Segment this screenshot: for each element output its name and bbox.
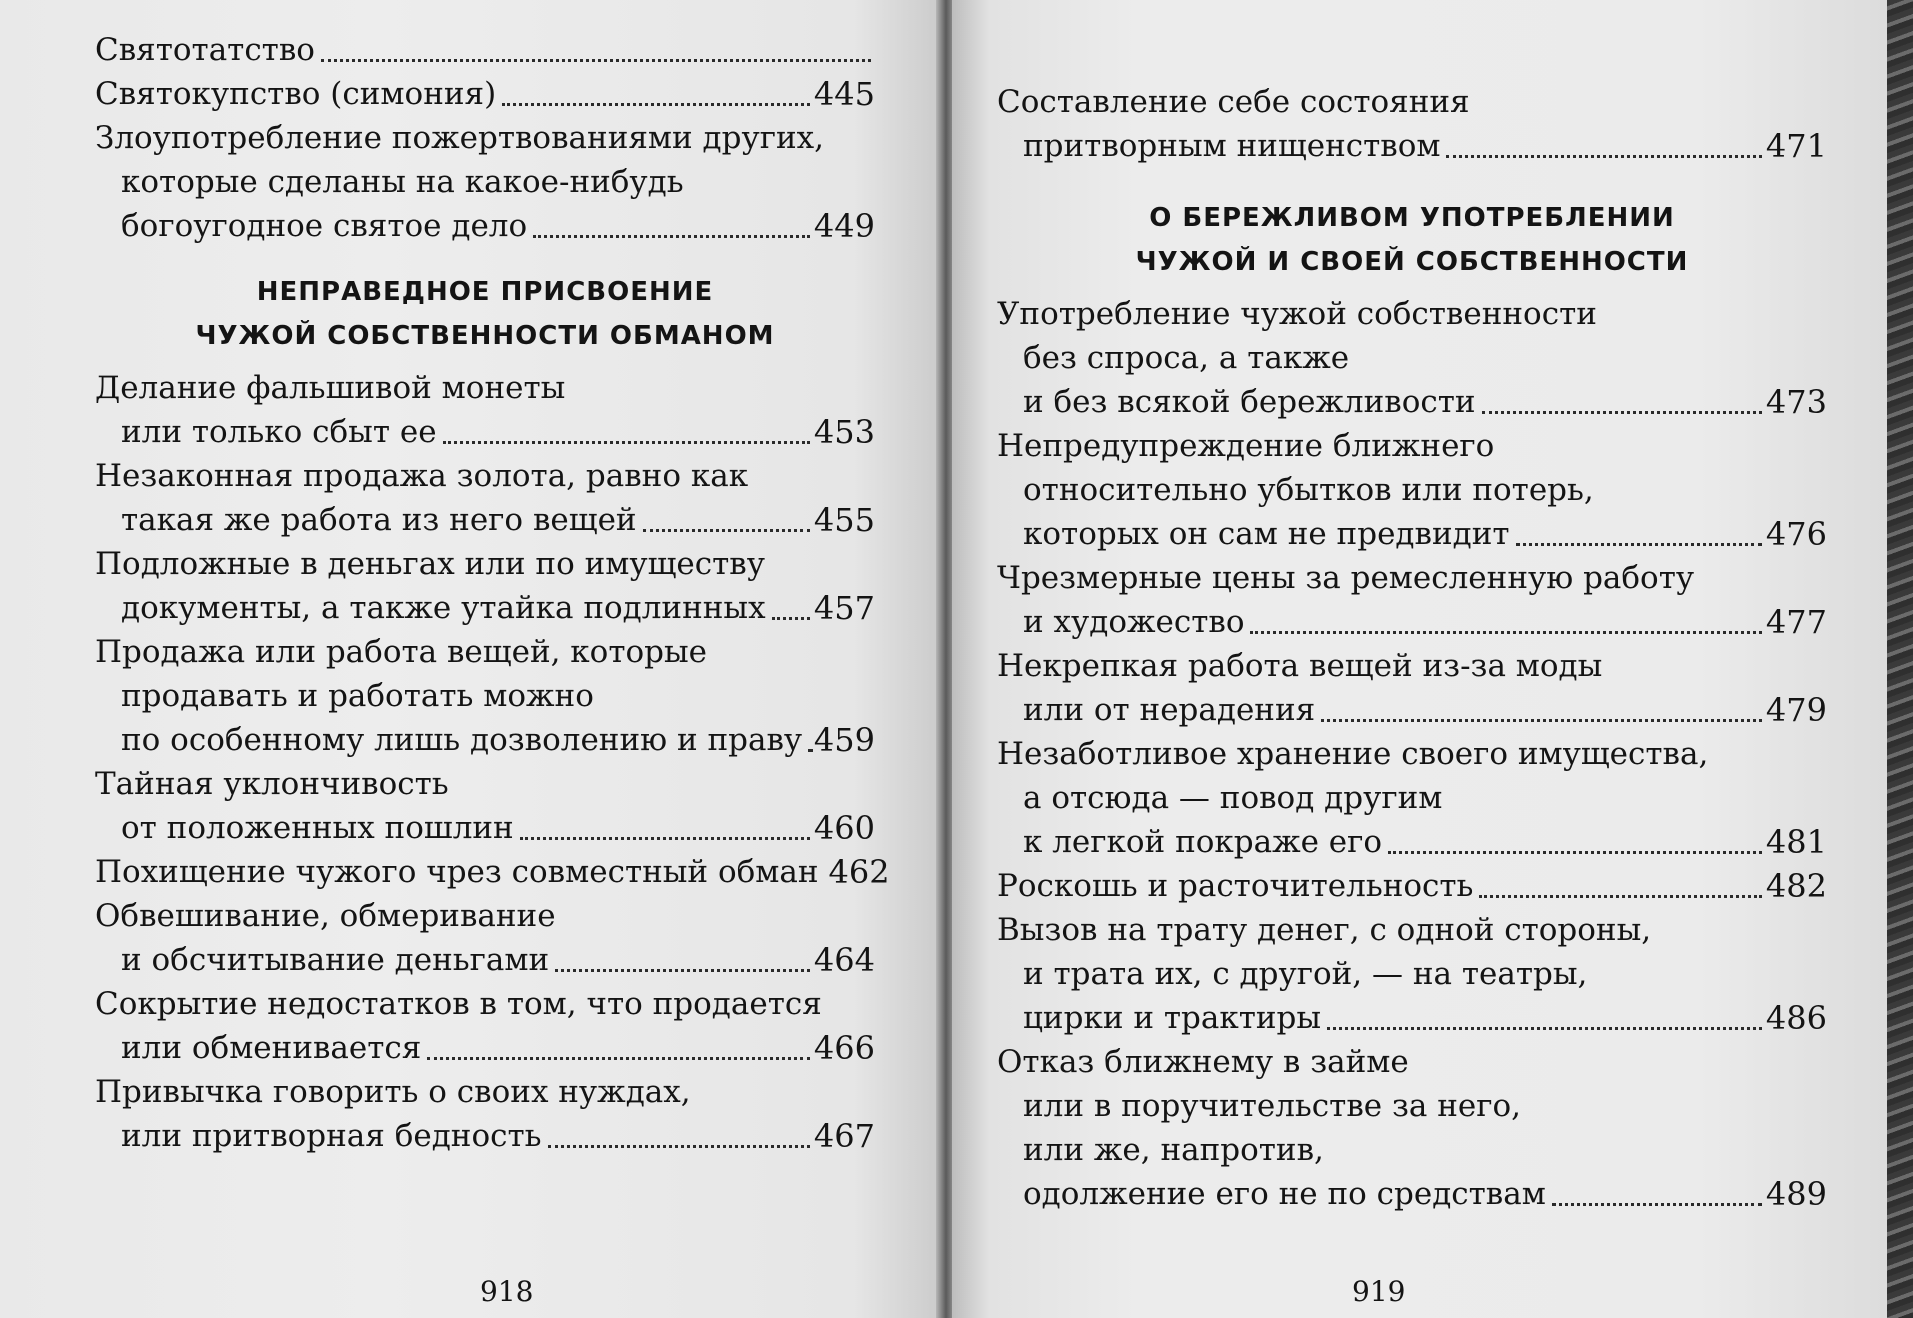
toc-entry-text: и обсчитывание деньгами [121, 942, 550, 978]
dot-leader [1516, 543, 1762, 546]
toc-entry-line [95, 586, 875, 630]
toc-entry-line [997, 1040, 1827, 1084]
right-page [952, 0, 1887, 1318]
toc-page-number: 489 [1765, 1175, 1827, 1213]
dot-leader [808, 749, 810, 752]
toc-entry-text: притворным нищенством [1023, 128, 1441, 164]
toc-entry-text: без спроса, а также [1023, 340, 1350, 376]
toc-page-number: 476 [1765, 515, 1827, 553]
toc-entry-line [997, 336, 1827, 380]
toc-entry-text: которые сделаны на какое-нибудь [121, 164, 684, 200]
toc-page-number: 486 [1765, 999, 1827, 1037]
dot-leader [1482, 411, 1762, 414]
toc-entry-text: а отсюда — повод другим [1023, 780, 1443, 816]
toc-entry-line [95, 366, 875, 410]
toc-entry-text: Привычка говорить о своих нуждах, [95, 1074, 691, 1110]
dot-leader [555, 969, 810, 972]
toc-entry-line [95, 454, 875, 498]
left-toc [95, 0, 890, 1158]
toc-entry-text: Роскошь и расточительность [997, 868, 1474, 904]
dot-leader [1388, 851, 1762, 854]
toc-page-number: 445 [813, 75, 875, 113]
toc-entry-text: от положенных пошлин [121, 810, 514, 846]
toc-entry-line [95, 160, 875, 204]
toc-entry-line [95, 630, 875, 674]
toc-entry-line [95, 674, 875, 718]
toc-entry [95, 116, 875, 248]
toc-page-number: 449 [813, 207, 875, 245]
toc-entry-line [997, 996, 1827, 1040]
dot-leader [1250, 631, 1761, 634]
toc-entry-text: продавать и работать можно [121, 678, 594, 714]
toc-entry [95, 542, 875, 630]
toc-entry-line [95, 28, 875, 72]
dot-leader [1446, 155, 1761, 158]
toc-entry-line [997, 424, 1827, 468]
toc-page-number: 467 [813, 1117, 875, 1155]
toc-entry-text: и трата их, с другой, — на театры, [1023, 956, 1588, 992]
toc-entry-text: или от нерадения [1023, 692, 1316, 728]
toc-page-number: 479 [1765, 691, 1827, 729]
toc-entry-line [997, 292, 1827, 336]
toc-entry-line [997, 952, 1827, 996]
toc-entry [95, 762, 875, 850]
toc-entry-text: Составление себе состояния [997, 84, 1470, 120]
toc-entry-text: относительно убытков или потерь, [1023, 472, 1594, 508]
toc-entry [95, 894, 875, 982]
toc-entry-line [95, 762, 875, 806]
dot-leader [1327, 1027, 1762, 1030]
toc-entry [997, 732, 1827, 864]
toc-entry [95, 982, 875, 1070]
left-page [0, 0, 948, 1318]
right-toc [997, 0, 1827, 1216]
toc-entry-line [95, 410, 875, 454]
toc-entry-text: Обвешивание, обмеривание [95, 898, 556, 934]
toc-entry [997, 864, 1827, 908]
toc-page-number: 477 [1765, 603, 1827, 641]
toc-entry-text: Подложные в деньгах или по имуществу [95, 546, 765, 582]
toc-entry-line [997, 80, 1827, 124]
toc-entry-text: или обменивается [121, 1030, 422, 1066]
toc-entry [95, 630, 875, 762]
toc-entry-text: одолжение его не по средствам [1023, 1176, 1546, 1212]
toc-page-number: 471 [1765, 127, 1827, 165]
toc-entry-text: Непредупреждение ближнего [997, 428, 1495, 464]
dot-leader [548, 1145, 810, 1148]
section-heading: НЕПРАВЕДНОЕ ПРИСВОЕНИЕ [256, 277, 714, 307]
toc-entry-line [95, 982, 875, 1026]
toc-page-number: 455 [813, 501, 875, 539]
toc-entry [95, 1070, 875, 1158]
toc-entry-text: Похищение чужого чрез совместный обман [95, 854, 819, 890]
toc-entry-text: документы, а также утайка подлинных [121, 590, 766, 626]
toc-entry [95, 454, 875, 542]
toc-entry-text: Употребление чужой собственности [997, 296, 1597, 332]
toc-entry [997, 424, 1827, 556]
toc-entry-text: или притворная бедность [121, 1118, 542, 1154]
toc-entry-text: или только сбыт ее [121, 414, 437, 450]
toc-entry-line [997, 468, 1827, 512]
toc-entry-text: богоугодное святое дело [121, 208, 528, 244]
toc-entry-text: цирки и трактиры [1023, 1000, 1322, 1036]
toc-entry [997, 644, 1827, 732]
toc-page-number: 482 [1765, 867, 1827, 905]
toc-entry-text: Незаботливое хранение своего имущества, [997, 736, 1709, 772]
toc-entry-line [95, 542, 875, 586]
dot-leader [321, 59, 871, 62]
toc-entry-text: к легкой покраже его [1023, 824, 1383, 860]
toc-page-number: 460 [813, 809, 875, 847]
page-number-right: 919 [1352, 1275, 1406, 1308]
dot-leader [772, 617, 810, 620]
toc-entry-line [95, 1070, 875, 1114]
toc-entry-line [95, 806, 875, 850]
toc-entry-text: Чрезмерные цены за ремесленную работу [997, 560, 1695, 596]
toc-entry-line [997, 512, 1827, 556]
toc-entry [95, 366, 875, 454]
toc-entry-line [95, 894, 875, 938]
toc-page-number: 473 [1765, 383, 1827, 421]
toc-entry [95, 850, 890, 894]
dot-leader [443, 441, 810, 444]
toc-entry-line [997, 380, 1827, 424]
section-heading: ЧУЖОЙ СОБСТВЕННОСТИ ОБМАНОМ [195, 321, 775, 351]
dot-leader [1321, 719, 1762, 722]
toc-page-number: 481 [1765, 823, 1827, 861]
toc-entry [997, 908, 1827, 1040]
toc-entry [997, 80, 1827, 168]
toc-entry-text: Незаконная продажа золота, равно как [95, 458, 749, 494]
toc-entry [997, 556, 1827, 644]
toc-entry-text: или в поручительстве за него, [1023, 1088, 1521, 1124]
toc-entry-line [997, 1128, 1827, 1172]
toc-page-number: 462 [828, 853, 890, 891]
toc-entry-line [95, 1114, 875, 1158]
toc-entry-line [997, 820, 1827, 864]
toc-entry-line [997, 688, 1827, 732]
section-heading: О БЕРЕЖЛИВОМ УПОТРЕБЛЕНИИ [1149, 203, 1675, 233]
page-number-left: 918 [480, 1275, 534, 1308]
toc-entry-line [997, 644, 1827, 688]
toc-entry-text: и художество [1023, 604, 1245, 640]
toc-entry-line [997, 124, 1827, 168]
toc-entry-text: Святокупство (симония) [95, 76, 497, 112]
toc-entry-text: Святотатство [95, 32, 315, 68]
toc-entry-text: Сокрытие недостатков в том, что продается [95, 986, 822, 1022]
toc-entry-text: которых он сам не предвидит [1023, 516, 1510, 552]
toc-entry-line [997, 908, 1827, 952]
toc-entry-line [997, 732, 1827, 776]
toc-entry-line [95, 116, 875, 160]
toc-page-number: 466 [813, 1029, 875, 1067]
toc-entry [95, 28, 875, 72]
toc-page-number: 459 [813, 721, 875, 759]
dot-leader [1552, 1203, 1762, 1206]
toc-entry-line [95, 938, 875, 982]
toc-page-number: 453 [813, 413, 875, 451]
dot-leader [1479, 895, 1761, 898]
toc-entry [95, 72, 875, 116]
toc-entry-line [95, 718, 875, 762]
toc-entry-text: Отказ ближнему в займе [997, 1044, 1409, 1080]
toc-entry-line [95, 204, 875, 248]
toc-entry-text: такая же работа из него вещей [121, 502, 637, 538]
dot-leader [502, 103, 810, 106]
toc-entry-text: по особенному лишь дозволению и праву [121, 722, 803, 758]
toc-page-number: 457 [813, 589, 875, 627]
toc-entry-line [95, 850, 890, 894]
toc-entry-text: Некрепкая работа вещей из-за моды [997, 648, 1603, 684]
toc-entry-text: или же, напротив, [1023, 1132, 1324, 1168]
toc-entry-line [997, 776, 1827, 820]
toc-entry-text: Злоупотребление пожертвованиями других, [95, 120, 824, 156]
dot-leader [533, 235, 810, 238]
toc-entry-text: Продажа или работа вещей, которые [95, 634, 708, 670]
toc-entry-text: и без всякой бережливости [1023, 384, 1476, 420]
page-edges [1887, 0, 1913, 1318]
toc-entry [997, 292, 1827, 424]
toc-entry-line [997, 1172, 1827, 1216]
toc-entry-text: Тайная уклончивость [95, 766, 449, 802]
toc-entry-line [997, 556, 1827, 600]
toc-entry-text: Делание фальшивой монеты [95, 370, 566, 406]
toc-entry-line [997, 600, 1827, 644]
toc-entry-line [95, 498, 875, 542]
dot-leader [427, 1057, 810, 1060]
toc-entry-line [997, 1084, 1827, 1128]
toc-entry-line [997, 864, 1827, 908]
toc-entry-text: Вызов на трату денег, с одной стороны, [997, 912, 1652, 948]
toc-page-number: 464 [813, 941, 875, 979]
dot-leader [643, 529, 810, 532]
toc-entry-line [95, 72, 875, 116]
toc-entry-line [95, 1026, 875, 1070]
section-heading: ЧУЖОЙ И СВОЕЙ СОБСТВЕННОСТИ [1135, 247, 1689, 277]
toc-entry [997, 1040, 1827, 1216]
dot-leader [520, 837, 810, 840]
